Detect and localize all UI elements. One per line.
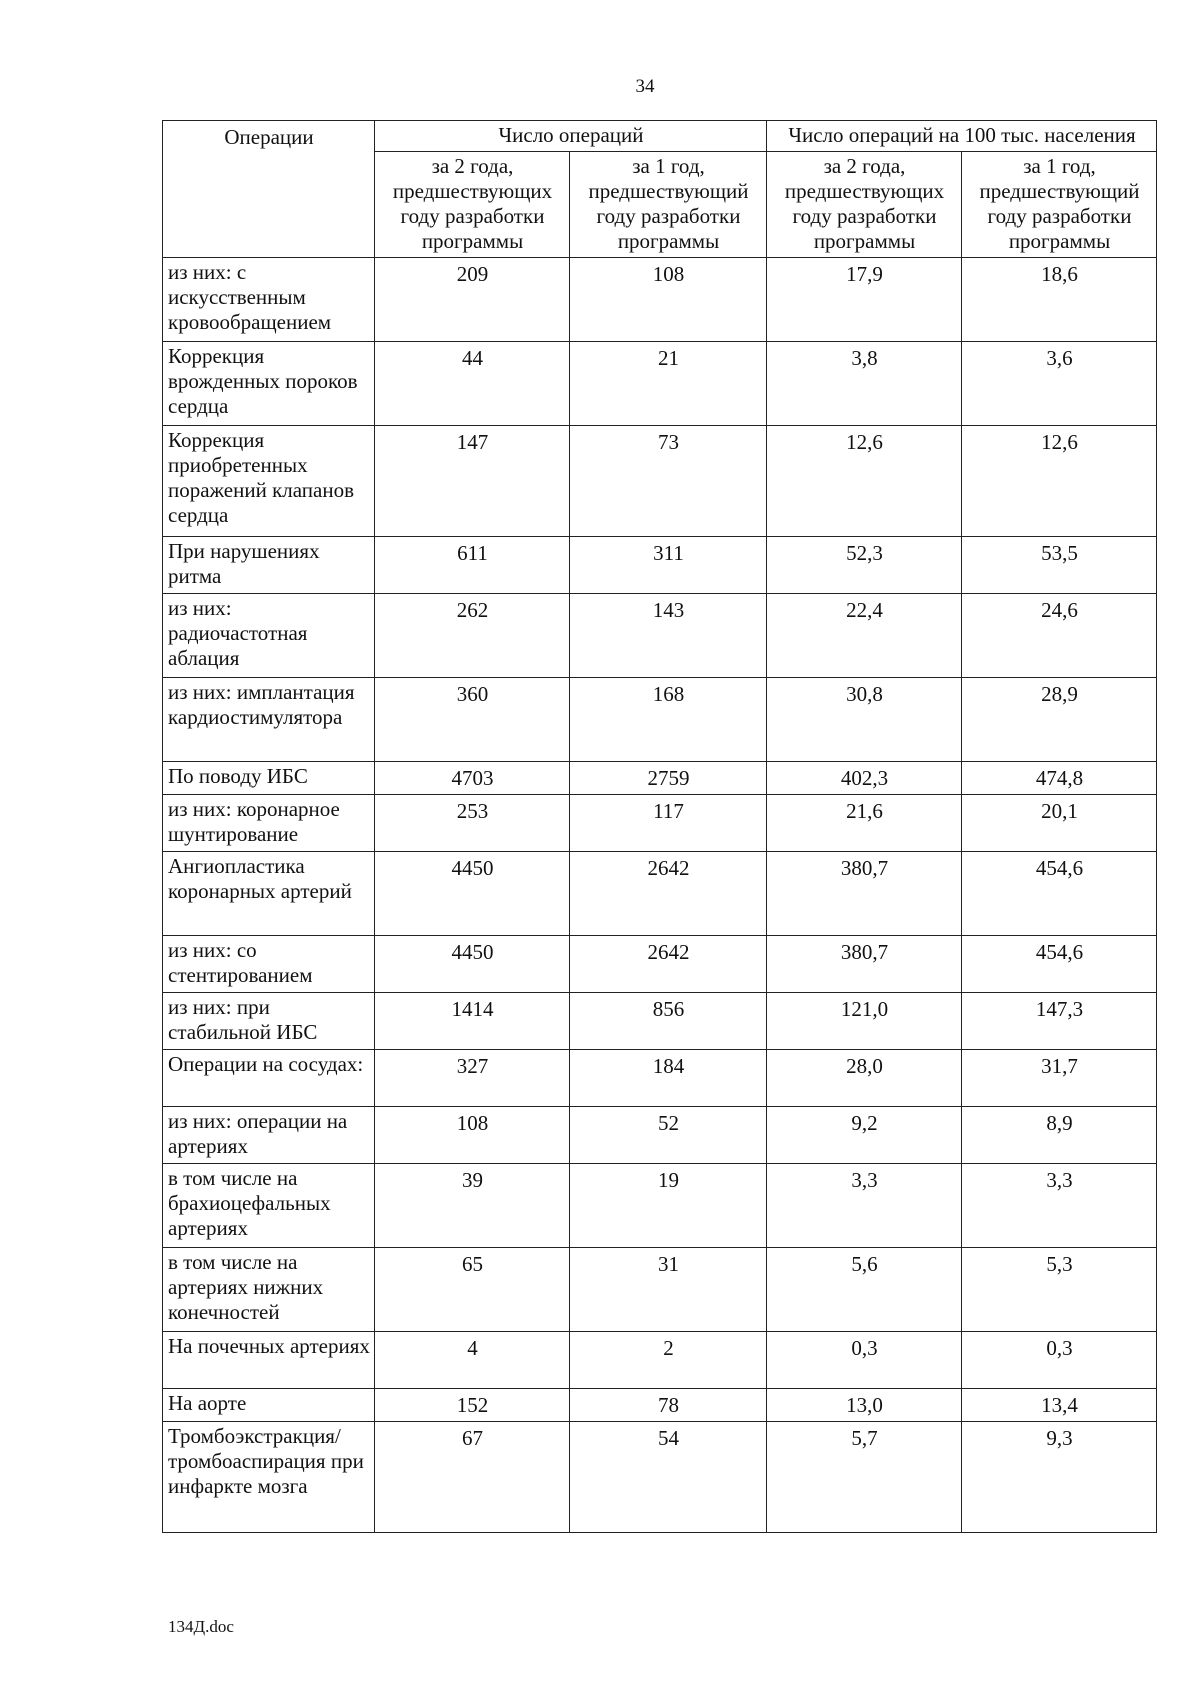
table-row (163, 795, 1157, 852)
cell-rate-2y: 12,6 (767, 426, 962, 537)
cell-count-2y: 44 (375, 342, 570, 426)
cell-rate-1y: 454,6 (962, 852, 1157, 936)
cell-rate-2y: 3,3 (767, 1164, 962, 1248)
cell-count-2y: 108 (375, 1107, 570, 1164)
cell-rate-2y: 3,8 (767, 342, 962, 426)
table-row (163, 258, 1157, 342)
row-label: Коррекция приобретенных поражений клапанов сердца (163, 426, 375, 537)
cell-rate-2y: 52,3 (767, 537, 962, 594)
cell-rate-1y: 9,3 (962, 1422, 1157, 1533)
cell-count-2y: 4450 (375, 936, 570, 993)
table-row (163, 762, 1157, 795)
table-row (163, 936, 1157, 993)
cell-rate-2y: 5,7 (767, 1422, 962, 1533)
cell-count-2y: 67 (375, 1422, 570, 1533)
cell-rate-1y: 13,4 (962, 1389, 1157, 1422)
cell-rate-1y: 28,9 (962, 678, 1157, 762)
cell-count-2y: 262 (375, 594, 570, 678)
cell-count-1y: 2642 (570, 852, 767, 936)
header-operations: Операции (163, 121, 375, 258)
cell-count-1y: 117 (570, 795, 767, 852)
cell-rate-1y: 53,5 (962, 537, 1157, 594)
row-label: из них: при стабильной ИБС (163, 993, 375, 1050)
cell-count-1y: 52 (570, 1107, 767, 1164)
cell-rate-1y: 5,3 (962, 1248, 1157, 1332)
cell-rate-2y: 30,8 (767, 678, 962, 762)
table-row (163, 993, 1157, 1050)
table-body (163, 258, 1157, 1533)
cell-count-1y: 143 (570, 594, 767, 678)
cell-count-1y: 2 (570, 1332, 767, 1389)
cell-count-1y: 21 (570, 342, 767, 426)
cell-count-2y: 4703 (375, 762, 570, 795)
cell-rate-1y: 3,3 (962, 1164, 1157, 1248)
cell-rate-1y: 454,6 (962, 936, 1157, 993)
cell-count-1y: 856 (570, 993, 767, 1050)
cell-count-1y: 78 (570, 1389, 767, 1422)
cell-count-1y: 31 (570, 1248, 767, 1332)
cell-count-2y: 360 (375, 678, 570, 762)
cell-rate-2y: 380,7 (767, 852, 962, 936)
cell-rate-1y: 474,8 (962, 762, 1157, 795)
cell-count-1y: 2759 (570, 762, 767, 795)
header-row-top (163, 121, 1157, 152)
cell-count-1y: 19 (570, 1164, 767, 1248)
cell-rate-2y: 380,7 (767, 936, 962, 993)
row-label: из них: радиочастотная аблация (163, 594, 375, 678)
cell-count-2y: 209 (375, 258, 570, 342)
cell-rate-2y: 402,3 (767, 762, 962, 795)
cell-count-2y: 152 (375, 1389, 570, 1422)
cell-count-2y: 4 (375, 1332, 570, 1389)
header-sub-rate-2y: за 2 года, предшествующих году разработки программы (767, 152, 962, 258)
cell-rate-2y: 0,3 (767, 1332, 962, 1389)
cell-count-1y: 311 (570, 537, 767, 594)
cell-rate-1y: 31,7 (962, 1050, 1157, 1107)
row-label: При нарушениях ритма (163, 537, 375, 594)
cell-rate-2y: 22,4 (767, 594, 962, 678)
cell-count-1y: 108 (570, 258, 767, 342)
cell-rate-1y: 24,6 (962, 594, 1157, 678)
row-label: На почечных артериях (163, 1332, 375, 1389)
header-sub-count-1y: за 1 год, предшествующий году разработки программы (570, 152, 767, 258)
row-label: Тромбоэкстракция/ тромбоаспирация при инфаркте мозга (163, 1422, 375, 1533)
cell-rate-2y: 13,0 (767, 1389, 962, 1422)
cell-rate-2y: 21,6 (767, 795, 962, 852)
table-row (163, 1248, 1157, 1332)
row-label: из них: с искусственным кровообращением (163, 258, 375, 342)
cell-count-1y: 73 (570, 426, 767, 537)
table-row (163, 342, 1157, 426)
header-sub-rate-1y: за 1 год, предшествующий году разработки программы (962, 152, 1157, 258)
table-row (163, 426, 1157, 537)
table-header (163, 121, 1157, 258)
table-row (163, 852, 1157, 936)
cell-count-2y: 147 (375, 426, 570, 537)
cell-rate-2y: 121,0 (767, 993, 962, 1050)
table-row (163, 1422, 1157, 1533)
cell-count-2y: 327 (375, 1050, 570, 1107)
footer-filename: 134Д.doc (168, 1617, 234, 1636)
cell-rate-2y: 28,0 (767, 1050, 962, 1107)
row-label: из них: со стентированием (163, 936, 375, 993)
table-row (163, 1164, 1157, 1248)
cell-count-2y: 611 (375, 537, 570, 594)
row-label: из них: имплантация кардиостимулятора (163, 678, 375, 762)
table-row (163, 1050, 1157, 1107)
cell-rate-1y: 147,3 (962, 993, 1157, 1050)
cell-rate-1y: 0,3 (962, 1332, 1157, 1389)
row-label: По поводу ИБС (163, 762, 375, 795)
header-sub-count-2y: за 2 года, предшествующих году разработки программы (375, 152, 570, 258)
cell-count-2y: 1414 (375, 993, 570, 1050)
cell-rate-1y: 8,9 (962, 1107, 1157, 1164)
operations-table (162, 120, 1157, 1533)
page-number: 34 (635, 76, 655, 97)
cell-count-2y: 39 (375, 1164, 570, 1248)
cell-count-1y: 184 (570, 1050, 767, 1107)
table-row (163, 594, 1157, 678)
row-label: Ангиопластика коронарных артерий (163, 852, 375, 936)
cell-count-1y: 54 (570, 1422, 767, 1533)
cell-count-2y: 65 (375, 1248, 570, 1332)
header-per100k: Число операций на 100 тыс. населения (767, 121, 1157, 152)
row-label: На аорте (163, 1389, 375, 1422)
row-label: в том числе на артериях нижних конечностей (163, 1248, 375, 1332)
cell-rate-1y: 18,6 (962, 258, 1157, 342)
cell-count-1y: 168 (570, 678, 767, 762)
row-label: в том числе на брахиоцефальных артериях (163, 1164, 375, 1248)
cell-count-2y: 253 (375, 795, 570, 852)
table-row (163, 537, 1157, 594)
table-row (163, 1389, 1157, 1422)
table-row (163, 1107, 1157, 1164)
cell-count-2y: 4450 (375, 852, 570, 936)
cell-rate-2y: 5,6 (767, 1248, 962, 1332)
cell-rate-1y: 3,6 (962, 342, 1157, 426)
cell-rate-2y: 9,2 (767, 1107, 962, 1164)
row-label: Операции на сосудах: (163, 1050, 375, 1107)
table-row (163, 1332, 1157, 1389)
header-count: Число операций (375, 121, 767, 152)
row-label: Коррекция врожденных пороков сердца (163, 342, 375, 426)
table-row (163, 678, 1157, 762)
row-label: из них: операции на артериях (163, 1107, 375, 1164)
cell-rate-1y: 12,6 (962, 426, 1157, 537)
cell-count-1y: 2642 (570, 936, 767, 993)
cell-rate-2y: 17,9 (767, 258, 962, 342)
cell-rate-1y: 20,1 (962, 795, 1157, 852)
row-label: из них: коронарное шунтирование (163, 795, 375, 852)
